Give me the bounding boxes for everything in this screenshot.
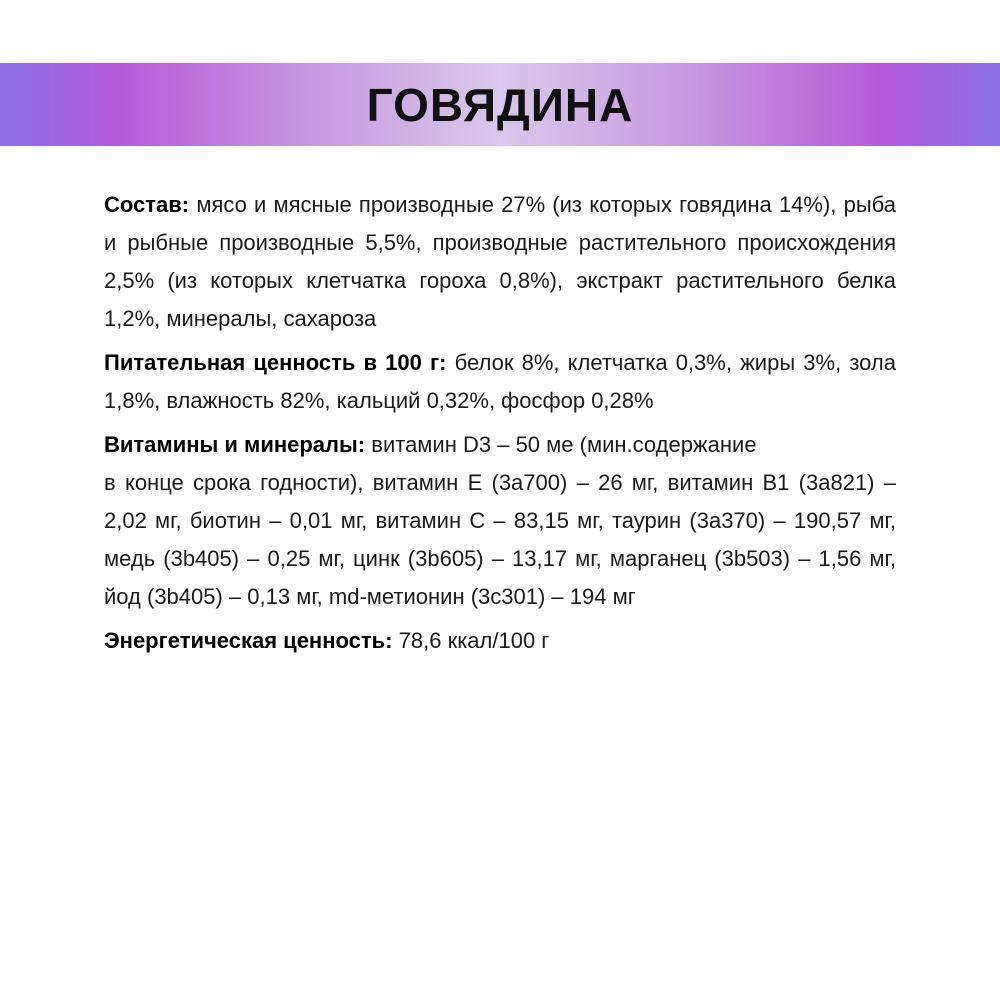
nutrition-text: белок 8%, клетчатка 0,3%, жиры 3%, зола 1,8%, влажность 82%, кальций 0,32%, фосфор 0,28% (104, 350, 896, 413)
nutrition-paragraph (104, 344, 896, 420)
composition-paragraph (104, 186, 896, 338)
energy-paragraph (104, 622, 896, 660)
vitamins-first-line (104, 426, 896, 464)
nutrition-label: Питательная ценность в 100 г: (104, 350, 447, 375)
vitamins-label: Витамины и минералы: (104, 432, 366, 457)
energy-text: 78,6 ккал/100 г (398, 628, 550, 653)
energy-label: Энергетическая ценность: (104, 628, 393, 653)
vitamins-block (104, 426, 896, 616)
composition-text: мясо и мясные производные 27% (из которых говядина 14%), рыба и рыбные производные 5,5%, производные растительного происхождения 2,5% (из которых клетчатка гороха 0,8%), экстракт растительного белка 1,2%, минералы, сахароза (104, 192, 896, 331)
vitamins-text-line1: витамин D3 – 50 ме (мин.содержание (371, 432, 757, 457)
vitamins-text-rest: в конце срока годности), витамин Е (3а700) – 26 мг, витамин В1 (3а821) – 2,02 мг, биотин – 0,01 мг, витамин С – 83,15 мг, таурин (3а370) – 190,57 мг, медь (3b405) – 0,25 мг, цинк (3b605) – 13,17 мг, марганец (3b503) – 1,56 мг, йод (3b405) – 0,13 мг, md-метионин (3с301) – 194 мг (104, 470, 896, 609)
page-title: ГОВЯДИНА (366, 78, 634, 131)
product-description (104, 186, 896, 666)
title-banner (0, 63, 1000, 146)
composition-label: Состав: (104, 192, 190, 217)
vitamins-continuation (104, 464, 896, 616)
